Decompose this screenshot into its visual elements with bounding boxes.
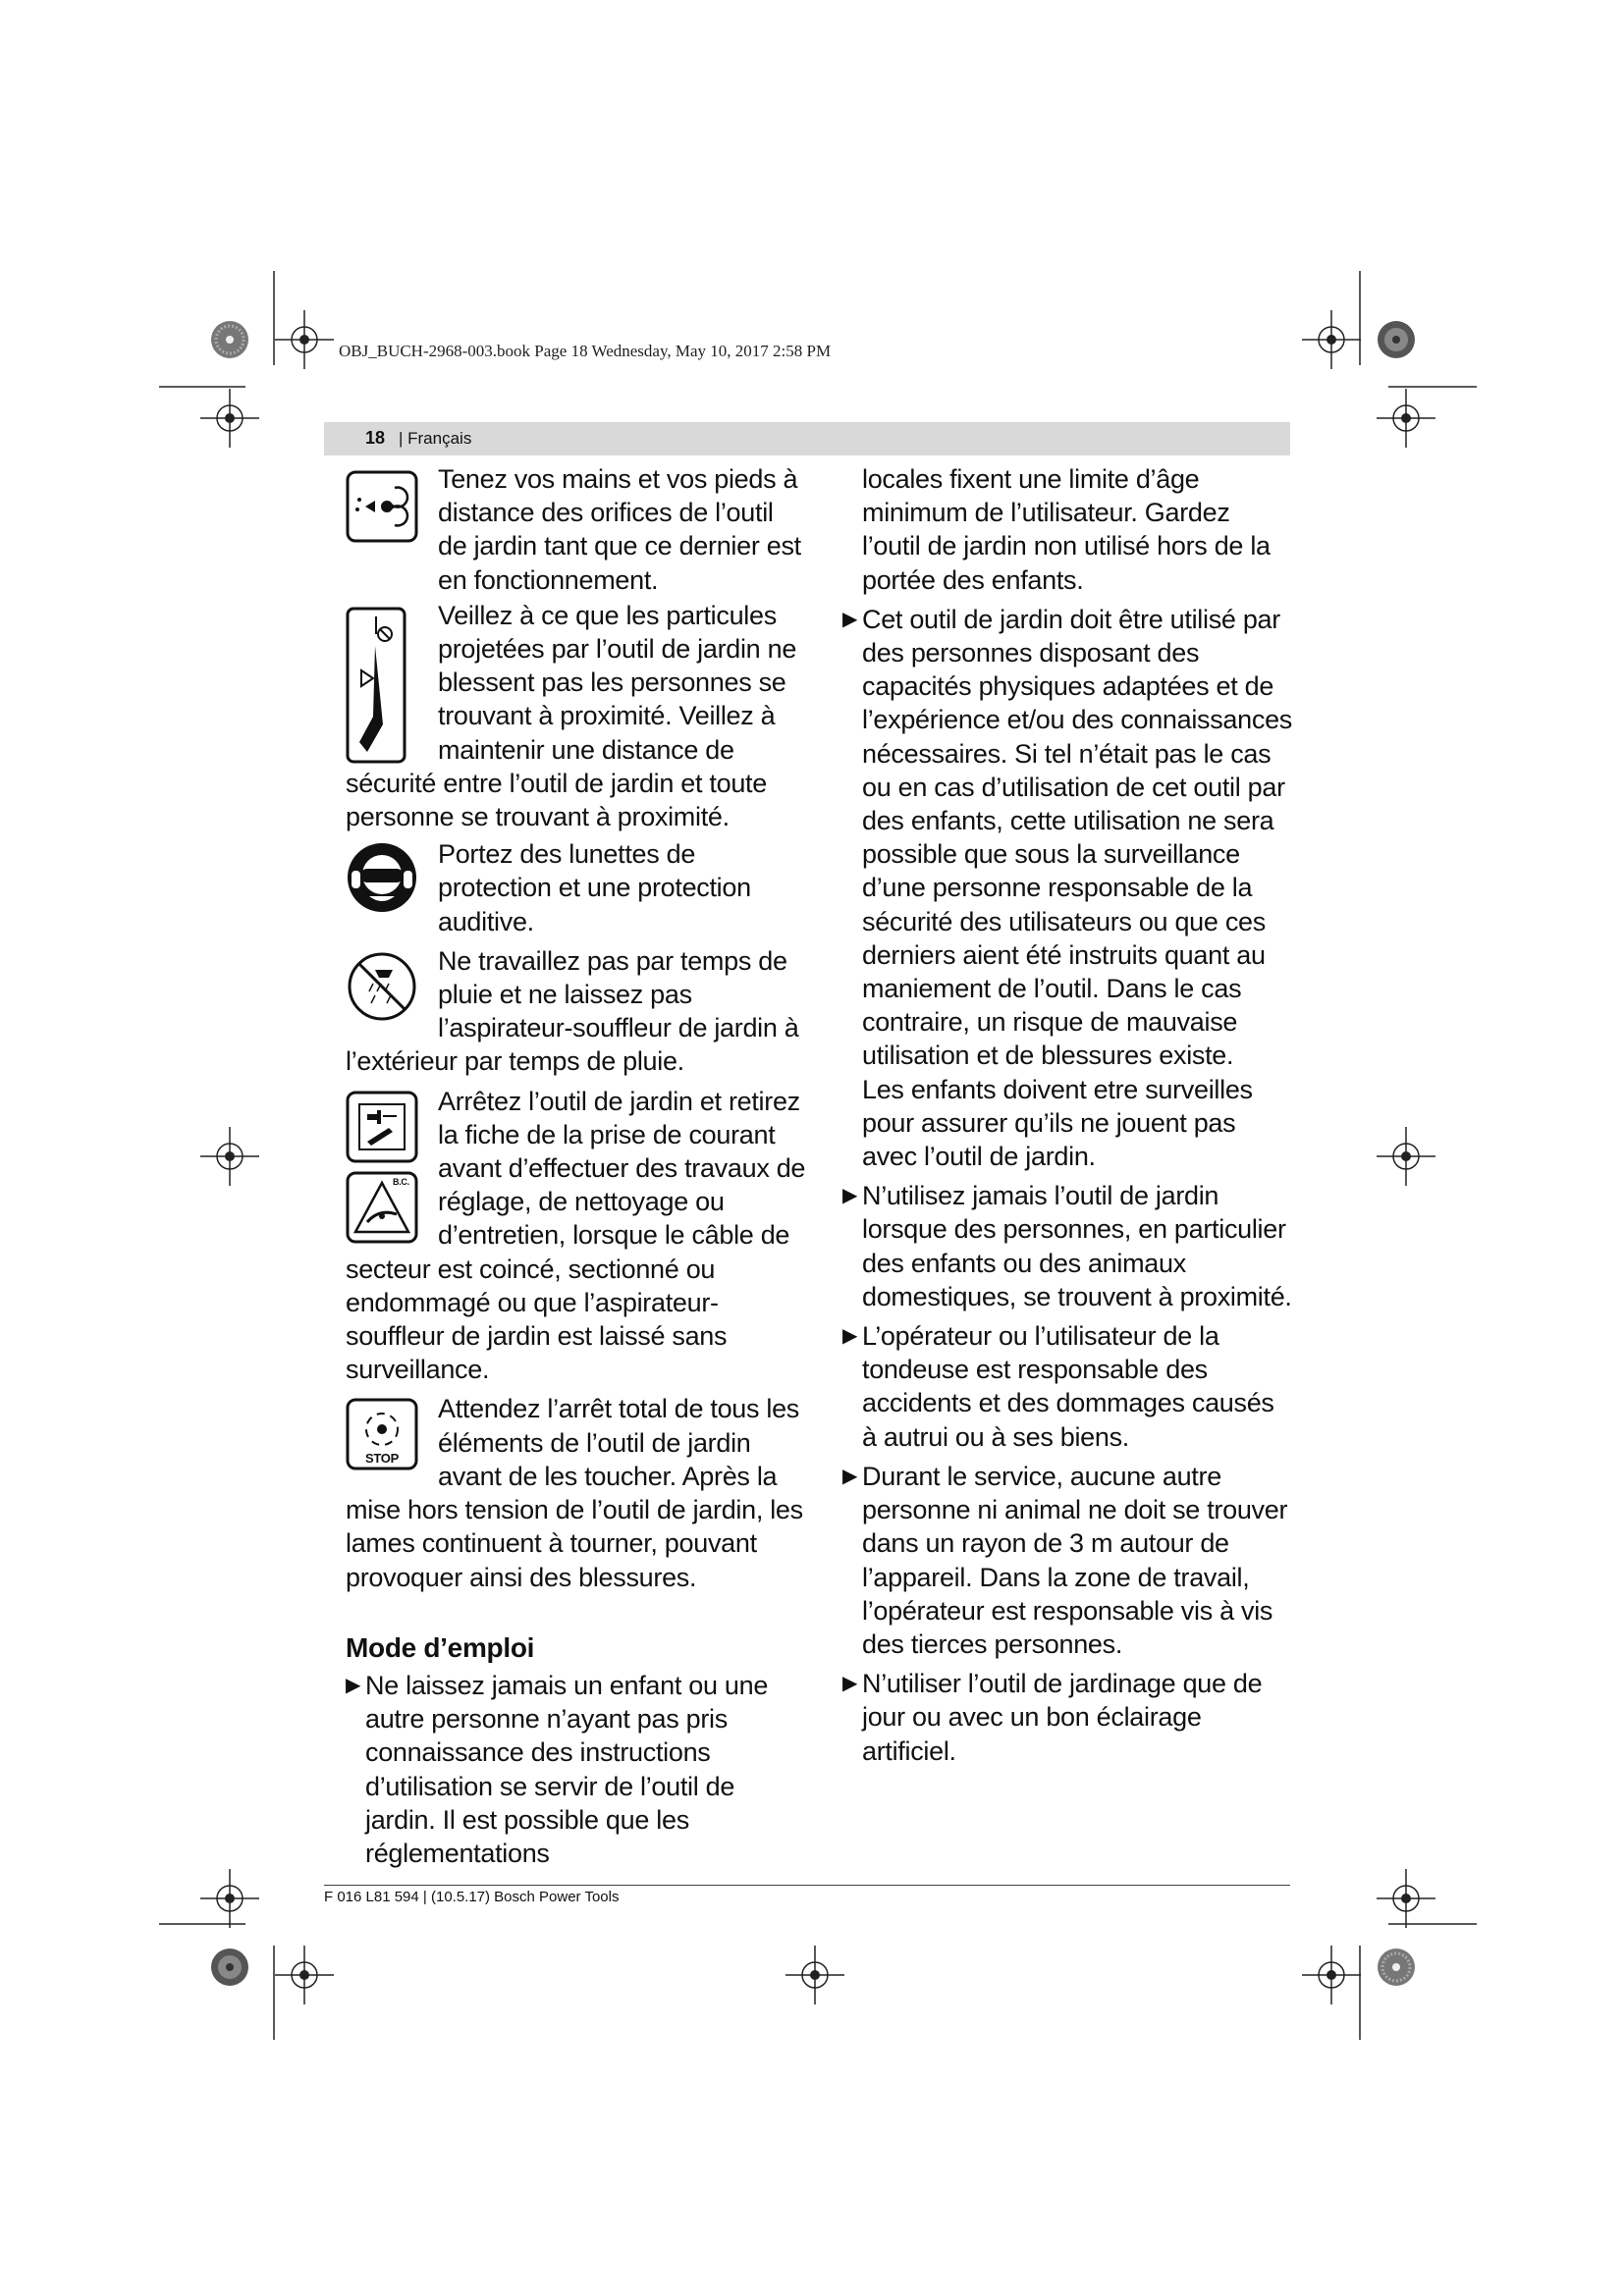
safety-text: Tenez vos mains et vos pieds à distance des orifices de l’outil de jardin tant que ce dernier est en fonctionnement. [438, 464, 801, 595]
children-note: Les enfants doivent etre surveilles pour assurer qu’ils ne jouent pas avec l’outil de jardin. [862, 1074, 1253, 1172]
bullet-marker-icon: ▶ [842, 1673, 858, 1695]
safety-item [346, 599, 807, 833]
goggles-ear-protection-icon [346, 841, 418, 914]
svg-text:B.C.: B.C. [393, 1176, 409, 1187]
wait-stop-icon [346, 1398, 418, 1470]
bullet-marker-icon: ▶ [842, 1465, 858, 1487]
safety-item [346, 837, 807, 938]
bullet-marker-icon: ▶ [842, 608, 858, 630]
hands-feet-distance-icon [346, 470, 418, 543]
page-header-band [324, 422, 1290, 455]
bullet-marker-icon: ▶ [842, 1325, 858, 1348]
list-item: ▶ Cet outil de jardin doit être utilisé par des personnes disposant des capacités physiques adaptées et de l’expérience et/ou des connaissances nécessaires. Si tel n’était pas le cas ou en cas d’utilisation de cet outil par des enfants, cette utilisation ne sera possible que sous la surveillance d’une personne responsable de la sécurité des utilisateurs ou que ces derniers aient été instruits quant au maniement de l’outil. Dans le cas contraire, un risque de mauvaise utilisation et de blessures existe. Les enfants doivent etre surveilles pour assurer qu’ils ne jouent pas avec l’outil de jardin. [842, 603, 1294, 1173]
list-item: ▶ L’opérateur ou l’utilisateur de la tondeuse est responsable des accidents et des dommages causés à autrui ou à ses biens. [842, 1321, 1274, 1452]
safety-text: Ne travaillez pas par temps de pluie et ne laissez pas l’aspirateur-souffleur de jardin à l’extérieur par temps de pluie. [346, 945, 799, 1077]
footer-text: F 016 L81 594 | (10.5.17) Bosch Power Tools [324, 1889, 620, 1905]
damaged-cable-warning-icon [346, 1171, 418, 1244]
list-item: ▶ N’utiliser l’outil de jardinage que de jour ou avec un bon éclairage artificiel. [842, 1669, 1263, 1766]
safety-item [346, 1392, 807, 1593]
safety-item [346, 1085, 807, 1387]
safety-item [346, 462, 807, 597]
section-heading: Mode d’emploi [346, 1631, 535, 1663]
page-language: | Français [399, 429, 472, 448]
list-item: ▶ Durant le service, aucune autre personne ni animal ne doit se trouver dans un rayon de 3 m autour de l’appareil. Dans la zone de travail, l’opérateur est responsable vis à vis des tierces personnes. [842, 1461, 1288, 1659]
footer-rule [324, 1885, 1290, 1886]
list-item: ▶ Ne laissez jamais un enfant ou une autre personne n’ayant pas pris connaissance des instructions d’utilisation se servir de l’outil de jardin. Il est possible que les réglementations [346, 1670, 769, 1868]
bullet-marker-icon: ▶ [842, 1185, 858, 1207]
svg-text:STOP: STOP [365, 1451, 399, 1467]
continuation-text: locales fixent une limite d’âge minimum de l’utilisateur. Gardez l’outil de jardin non utilisé hors de la portée des enfants. [862, 464, 1271, 595]
safety-text: Portez des lunettes de protection et une protection auditive. [438, 839, 751, 936]
safety-item [346, 944, 807, 1079]
print-header: OBJ_BUCH-2968-003.book Page 18 Wednesday, May 10, 2017 2:58 PM [339, 342, 832, 360]
bullet-marker-icon: ▶ [346, 1674, 361, 1696]
no-rain-icon [346, 950, 418, 1023]
right-column [842, 462, 1294, 1768]
safety-text: Arrêtez l’outil de jardin et retirez la fiche de la prise de courant avant d’effectuer des travaux de réglage, de nettoyage ou d’entretien, lorsque le câble de secteur est coincé, sectionné ou endommagé ou que l’aspirateur-souffleur de jardin est laissé sans surveillance. [346, 1086, 806, 1385]
safety-text: Attendez l’arrêt total de tous les éléments de l’outil de jardin avant de les toucher. Après la mise hors tension de l’outil de jardin, les lames continuent à tourner, pouvant provoquer ainsi des blessures. [346, 1394, 803, 1592]
left-column [346, 462, 807, 1870]
page-number: 18 [365, 428, 386, 448]
projected-particles-icon [346, 607, 406, 764]
safety-text: Veillez à ce que les particules projetées par l’outil de jardin ne blessent pas les personnes se trouvant à proximité. Veillez à maintenir une distance de sécurité entre l’outil de jardin et toute personne se trouvant à proximité. [346, 600, 797, 832]
list-item: ▶ N’utilisez jamais l’outil de jardin lorsque des personnes, en particulier des enfants ou des animaux domestiques, se trouvent à proximité. [842, 1181, 1292, 1311]
unplug-before-maintenance-icon [346, 1091, 418, 1163]
